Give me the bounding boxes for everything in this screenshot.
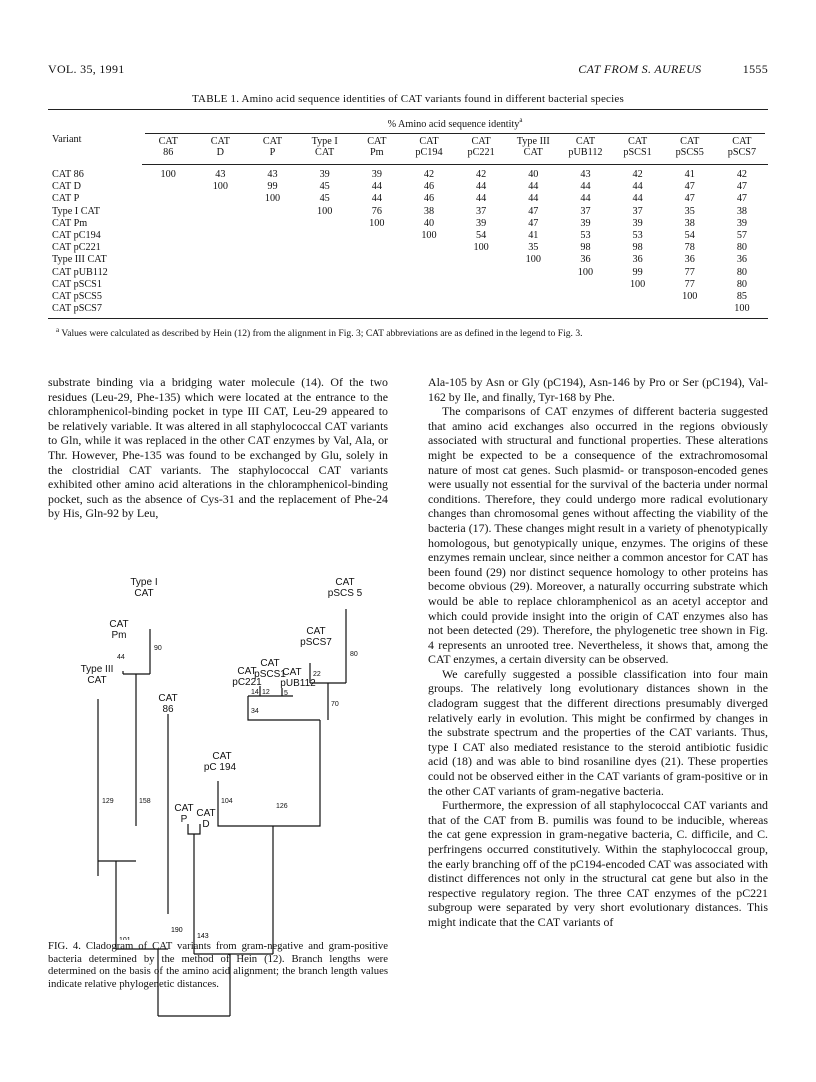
table-cell	[455, 267, 507, 279]
table-cell	[142, 230, 194, 242]
table-cell	[194, 218, 246, 230]
leaf-d-l2: D	[202, 819, 210, 830]
leaf-pscs7-l2: pSCS7	[300, 637, 332, 648]
table-cell	[507, 267, 559, 279]
table-footnote: $^a$ Values were calculated as described by Hein (12) from the alignment in Fig. 3; CAT abbreviations are as defined in the legend to Fig. 3.	[56, 326, 583, 340]
leaf-type3-l1: Type III	[80, 664, 114, 675]
bl-type1: 90	[154, 645, 162, 652]
row-label: CAT pC221	[52, 242, 101, 254]
bl-type3: 129	[102, 798, 114, 805]
page-number: 1555	[742, 62, 768, 76]
table-cell: 35	[528, 242, 539, 254]
table-cell: 42	[736, 169, 747, 180]
table-cell: 46	[423, 193, 435, 205]
table-cell	[142, 218, 194, 230]
table-cell: 53	[632, 230, 643, 242]
table-cell: 80	[736, 266, 747, 278]
bl-pub112: 5	[284, 690, 288, 697]
figure-caption: FIG. 4. Cladogram of CAT variants from gram-negative and gram-positive bacteria determined by the method of Hein (12). Branch lengths were determined on the basis of the amino acid alignment; the branch length values indicate relative phylogenetic distances.	[48, 940, 388, 990]
column-header: CAT pC194	[403, 136, 455, 165]
table-cell	[142, 267, 194, 279]
table-cell	[299, 291, 351, 303]
table-cell	[194, 279, 246, 291]
table-cell	[299, 303, 351, 319]
bl-pscs5: 80	[350, 651, 358, 658]
table-cell: 98	[580, 242, 591, 254]
branch-p-d	[188, 824, 200, 834]
table-cell: 41	[684, 169, 695, 180]
leaf-p-l2: P	[180, 814, 188, 825]
table-row	[48, 193, 768, 205]
table-cell	[142, 181, 194, 193]
leaf-type1-l2: CAT	[134, 588, 154, 599]
table-cell	[246, 242, 298, 254]
right-paragraph-2: The comparisons of CAT enzymes of different bacteria suggested that amino acid exchanges also occurred in the regions obviously associated with structural and functional properties. These alterations might be expected to be a consequence of the extrachromosomal nature of most cat genes. Such plasmid- or transposon-encoded genes were usually not essential for the survival of the bacteria under normal conditions. Therefore, they could undergo more radical evolutionary changes than chromosomal genes without affecting the viability of the bacteria (17). These changes might result in a variety of phenotypically homologous, but genotypically unique, enzymes. The origins of these enzymes remain unclear, since neither a common ancestor for CAT has been found (29) nor distinct sequence homology to other proteins has become obvious (29). Moreover, a naturally occurring substrate which would be able to replace chloramphenicol as an acetyl acceptor and which could provide insight into the origin of CAT enzymes also has not been detected (29). Therefore, the phylogenetic tree shown in Fig. 4 represents an unrooted tree. Nevertheless, it shows that, among the CAT enzymes, a certain diversity can be observed.	[428, 404, 768, 667]
table-cell	[455, 291, 507, 303]
table-cell: 44	[476, 181, 487, 193]
table-cell: 44	[371, 181, 382, 193]
table-cell: 100	[421, 230, 437, 242]
table-cell	[455, 303, 507, 319]
leaf-pc221-l2: pC221	[232, 677, 262, 688]
table-cell: 36	[684, 254, 695, 266]
column-header: CAT pSCS5	[664, 136, 716, 165]
table-cell: 85	[736, 291, 747, 303]
row-label: CAT pSCS1	[52, 278, 102, 290]
running-header	[578, 62, 768, 77]
table-cell	[194, 254, 246, 266]
left-column-text	[48, 375, 388, 521]
row-label: CAT pSCS5	[52, 291, 102, 303]
table-cell	[403, 279, 455, 291]
table-cell: 42	[476, 169, 487, 180]
table-cell	[351, 254, 403, 266]
identity-span-header: % Amino acid sequence identity$^a$	[142, 114, 768, 136]
row-label: CAT pSCS7	[48, 303, 142, 319]
table-cell: 39	[476, 217, 487, 229]
table-cell: 78	[684, 242, 695, 254]
leaf-pscs1-l2: pSCS1	[254, 669, 286, 680]
column-header: CAT pUB112	[559, 136, 611, 165]
table-cell	[507, 291, 559, 303]
row-label: Type III CAT	[52, 254, 107, 266]
bl-158: 158	[139, 798, 151, 805]
table-cell	[299, 230, 351, 242]
table-cell	[403, 242, 455, 254]
row-label: CAT Pm	[52, 217, 88, 229]
cladogram-figure	[48, 566, 388, 834]
table-cell: 41	[528, 230, 539, 242]
table-cell	[142, 242, 194, 254]
table-cell: 39	[632, 217, 643, 229]
right-paragraph-1: Ala-105 by Asn or Gly (pC194), Asn-146 by Pro or Ser (pC194), Val-162 by Ile, and finally, Tyr-168 by Phe.	[428, 375, 768, 404]
table-cell	[142, 303, 194, 319]
leaf-pub112-l1: CAT	[282, 667, 302, 678]
table-cell	[142, 254, 194, 266]
table-cell	[194, 193, 246, 205]
table-cell: 43	[267, 169, 278, 180]
identity-table	[48, 109, 768, 319]
right-paragraph-3: We carefully suggested a possible classification into four main groups. The relatively long evolutionary distances shown in the cladogram suggest that the different directions presumably diverged relatively early in evolution. This might be confirmed by changes in the substrate spectrum and the properties of the CAT variants. Thus, type I CAT also mediated resistance to the steroid antibiotic fusidic acid (18) and was able to bind rosaniline dyes (21). These properties could not be observed either in the CAT variants of gram-positive or in the other CAT variants of gram-negative bacteria.	[428, 666, 768, 798]
running-title: CAT FROM S. AUREUS	[578, 62, 702, 76]
table-cell	[299, 218, 351, 230]
table-cell	[299, 279, 351, 291]
table-cell	[559, 303, 611, 319]
table-cell	[403, 291, 455, 303]
table-cell	[612, 291, 664, 303]
leaf-86-l1: CAT	[158, 693, 178, 704]
table-cell: 37	[632, 205, 643, 217]
bl-pm: 44	[117, 654, 125, 661]
table-cell: 44	[580, 181, 591, 193]
table-cell: 100	[160, 169, 176, 180]
row-label: CAT pUB112	[52, 266, 108, 278]
bl-34: 34	[251, 708, 259, 715]
leaf-type1-l1: Type I	[130, 577, 158, 588]
table-cell: 44	[580, 193, 591, 205]
table-cell	[351, 230, 403, 242]
cladogram-svg	[48, 566, 388, 834]
table-cell: 54	[684, 230, 695, 242]
table-cell	[559, 279, 611, 291]
table-cell	[299, 254, 351, 266]
table-cell: 44	[632, 193, 643, 205]
table-row	[48, 181, 768, 193]
leaf-pscs5-l2: pSCS 5	[327, 588, 363, 599]
table-cell	[612, 303, 664, 319]
column-header: Type I CAT	[299, 136, 351, 165]
table-cell: 47	[684, 181, 695, 193]
table-cell	[194, 206, 246, 218]
row-label: Type I CAT	[52, 205, 100, 217]
table-cell: 100	[525, 254, 541, 266]
table-cell: 42	[632, 169, 643, 180]
table-cell: 38	[684, 217, 695, 229]
bl-190: 190	[171, 927, 183, 934]
table-cell: 40	[528, 169, 539, 180]
table-cell: 76	[371, 205, 382, 217]
volume-header: VOL. 35, 1991	[48, 62, 125, 76]
leaf-d-l1: CAT	[196, 808, 216, 819]
left-paragraph: substrate binding via a bridging water molecule (14). Of the two residues (Leu-29, Phe-135) which were located at the entrance to the chloramphenicol-binding pocket in type III CAT, Leu-29 appeared to be relatively variable. It was altered in all staphylococcal CAT variants to Gln, while it was replaced in the other CAT enzymes by Val, Ala, or Thr. However, Phe-135 was found to be exchanged by Glu, solely in the clostridial CAT variants. The staphylococcal CAT variants exhibited other amino acid alterations in the chloramphenicol-binding pocket, such as the absence of Cys-31 and the replacement of Phe-24 by His, Gln-92 by Leu,	[48, 375, 388, 521]
table-cell: 44	[476, 193, 487, 205]
table-cell	[403, 254, 455, 266]
table-cell	[194, 303, 246, 319]
column-header: CAT P	[246, 136, 298, 165]
table-cell	[246, 279, 298, 291]
bl-pscs7: 22	[313, 671, 321, 678]
cladogram-lower	[48, 834, 388, 940]
row-label: CAT 86	[52, 168, 84, 180]
table-cell: 35	[684, 205, 695, 217]
table-cell: 36	[632, 254, 643, 266]
leaf-p-l1: CAT	[174, 803, 194, 814]
table-cell	[142, 279, 194, 291]
table-cell: 100	[716, 303, 768, 319]
bl-pc194: 104	[221, 798, 233, 805]
table-cell: 47	[684, 193, 695, 205]
table-cell	[194, 242, 246, 254]
right-paragraph-4: Furthermore, the expression of all staphylococcal CAT variants and that of the CAT from B. pumilis was found to be inducible, whereas the cat gene expression in gram-negative bacteria, C. difficile, and C. perfringens occurred constitutively. Within the staphylococcal group, the early branching off of the pC194-encoded CAT was associated with distinct differences not only in the structural cat gene but also in the respective regulatory region. The three CAT enzymes of the pC221 subgroup were separated by very short evolutionary distances. This might indicate that the CAT variants of	[428, 798, 768, 929]
table-cell	[246, 230, 298, 242]
table-cell: 45	[319, 181, 330, 193]
table-cell	[351, 279, 403, 291]
table-cell	[142, 291, 194, 303]
table-cell: 57	[736, 230, 747, 242]
table-cell: 100	[577, 266, 594, 278]
table-cell	[507, 303, 559, 319]
branch-pc194-join	[218, 720, 320, 826]
table-row	[48, 291, 768, 303]
table-cell	[299, 242, 351, 254]
table-cell: 77	[684, 278, 695, 290]
table-cell: 44	[371, 193, 382, 205]
table-cell	[194, 291, 246, 303]
table-cell: 54	[476, 230, 487, 242]
table-row	[48, 303, 768, 319]
column-header: CAT pSCS7	[716, 136, 768, 165]
table-cell	[246, 267, 298, 279]
table-title: TABLE 1. Amino acid sequence identities of CAT variants found in different bacterial species	[192, 93, 624, 105]
leaf-pm-l2: Pm	[111, 630, 127, 641]
table-cell: 100	[317, 205, 333, 217]
table-cell: 40	[423, 217, 435, 229]
table-cell: 47	[528, 217, 539, 229]
table-cell	[455, 279, 507, 291]
leaf-type3-l2: CAT	[87, 675, 107, 686]
table-cell: 45	[319, 193, 330, 205]
leaf-pscs7-l1: CAT	[306, 626, 326, 637]
table-row	[48, 230, 768, 242]
table-cell	[246, 206, 298, 218]
table-cell: 36	[736, 254, 747, 266]
table-cell	[194, 267, 246, 279]
table-cell: 80	[736, 242, 747, 254]
table-cell	[507, 279, 559, 291]
table-cell: 44	[632, 181, 643, 193]
leaf-pc194-l1: CAT	[212, 751, 232, 762]
row-label: CAT D	[52, 181, 81, 193]
table-row	[48, 165, 768, 182]
column-header: Type III CAT	[507, 136, 559, 165]
table-cell	[559, 291, 611, 303]
table-cell	[351, 267, 403, 279]
table-cell	[351, 242, 403, 254]
bl-pscs1: 12	[262, 689, 270, 696]
table-row	[48, 218, 768, 230]
right-column-text	[428, 375, 768, 930]
table-row	[48, 206, 768, 218]
column-header: CAT 86	[142, 136, 194, 165]
table-cell: 77	[684, 266, 695, 278]
table-cell: 39	[736, 217, 747, 229]
table-cell: 47	[528, 205, 539, 217]
table-row	[48, 254, 768, 266]
leaf-pub112-l2: pUB112	[280, 678, 316, 689]
table-cell: 39	[371, 169, 382, 180]
cladogram-lower-svg	[48, 834, 388, 940]
table-cell: 47	[736, 181, 747, 193]
table-cell: 39	[580, 217, 591, 229]
table-cell: 100	[629, 278, 646, 290]
table-cell	[351, 303, 403, 319]
table-cell: 99	[632, 266, 643, 278]
table-cell	[246, 291, 298, 303]
table-cell: 37	[476, 205, 487, 217]
table-cell: 44	[528, 193, 539, 205]
table-cell	[246, 303, 298, 319]
table-cell	[194, 230, 246, 242]
table-cell: 44	[528, 181, 539, 193]
table-cell: 80	[736, 278, 747, 290]
leaf-86-l2: 86	[162, 704, 174, 715]
table-cell	[142, 193, 194, 205]
table-cell	[403, 303, 455, 319]
table-row	[48, 279, 768, 291]
table-cell: 43	[215, 169, 226, 180]
table-cell	[351, 291, 403, 303]
row-label: CAT P	[52, 193, 80, 205]
bl-143: 143	[197, 933, 209, 940]
table-cell: 46	[423, 181, 435, 193]
table-cell	[246, 218, 298, 230]
leaf-pm-l1: CAT	[109, 619, 129, 630]
table-cell	[142, 206, 194, 218]
table-cell: 100	[212, 181, 228, 193]
table-cell: 98	[632, 242, 643, 254]
table-cell: 99	[267, 181, 278, 193]
table-cell	[403, 267, 455, 279]
column-header: CAT D	[194, 136, 246, 165]
table-cell: 39	[319, 169, 330, 180]
table-cell: 100	[264, 193, 281, 205]
row-label: CAT pC194	[52, 230, 101, 242]
bl-pc221: 14	[251, 689, 259, 696]
table-cell: 100	[369, 217, 385, 229]
table-cell	[455, 254, 507, 266]
table-row	[48, 267, 768, 279]
table-row	[48, 242, 768, 254]
leaf-pc194-l2: pC 194	[203, 762, 237, 773]
table-cell: 100	[473, 242, 489, 254]
leaf-pscs5-l1: CAT	[335, 577, 355, 588]
table-cell: 47	[736, 193, 747, 205]
bl-70: 70	[331, 701, 339, 708]
variant-header: Variant	[52, 133, 82, 145]
column-header: CAT Pm	[351, 136, 403, 165]
table-cell	[664, 303, 716, 319]
table-cell: 42	[423, 169, 435, 180]
table-cell: 36	[580, 254, 591, 266]
table-cell: 53	[580, 230, 591, 242]
branch-34	[248, 696, 320, 720]
table-cell: 37	[580, 205, 591, 217]
bl-126: 126	[276, 803, 288, 810]
table-cell	[246, 254, 298, 266]
table-cell: 100	[682, 291, 698, 303]
column-header: CAT pSCS1	[612, 136, 664, 165]
table-cell	[299, 267, 351, 279]
table-cell: 43	[580, 169, 591, 180]
table-cell: 38	[736, 205, 747, 217]
table-cell: 38	[423, 205, 435, 217]
leaf-pc221-l1: CAT	[237, 666, 257, 677]
column-header: CAT pC221	[455, 136, 507, 165]
leaf-pscs1-l1: CAT	[260, 658, 280, 669]
